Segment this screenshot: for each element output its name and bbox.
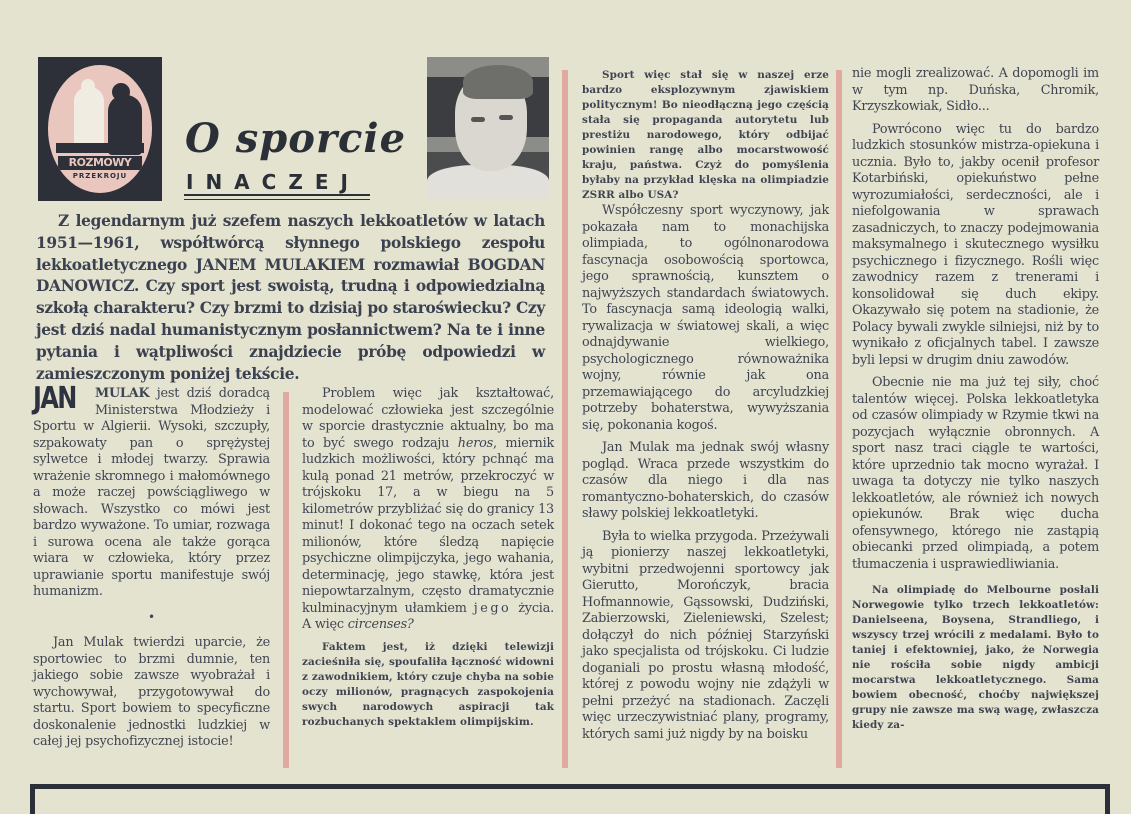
paragraph: Obecnie nie ma już tej siły, choć talentów więcej. Polska lekkoatletyka od czasów olimpiady w Rzymie tkwi na pozycjach wyłącznie obronnych. A sport nasz traci ciągle te wartości, które uprzednio tak mocno wyrażał. I uwaga ta dotyczy nie tylko naszych lekkoatletów, ale również ich nowych opiekunów. Brak więc ducha ofensywnego, którego nie zastąpią obiecanki przed olimpiadą, a potem tłumaczenia i usprawiedliwiania. <box>852 375 1099 572</box>
logo-label: ROZMOWY <box>58 156 142 170</box>
text-run: , miernik ludzkich możliwości, który pchnąć ma kulą ponad 21 metrów, przekroczyć w trójskoku 17, a w biegu na 5 kilometrów przybliżać się do granicy 13 minut! I dokonać tego na oczach setek milionów, które śledzą napięcie psychiczne olimpijczyka, jego wahania, determinację, jego stawkę, która jest niepowtarzalnym, często dramatycznie kulminacyjnym ułamkiem <box>302 435 555 616</box>
lead-paragraph: Z legendarnym już szefem naszych lekkoatletów w latach 1951—1961, współtwórcą słynnego polskiego zespołu lekkoatletycznego JANEM MULAKIEM rozmawiał BOGDAN DANOWICZ. Czy sport jest swoistą, trudną i odpowiedzialną szkołą charakteru? Czy brzmi to dzisiaj po staroświecku? Czy jest dziś nadal humanistycznym posłannictwem? Na te i inne pytania i wątpliwości znajdziecie próbę odpowiedzi w zamieszczonym poniżej tekście. <box>36 212 545 383</box>
article-subtitle: INACZEJ <box>186 170 360 194</box>
column-2 <box>302 386 554 730</box>
column-1 <box>33 381 270 751</box>
paragraph <box>302 386 554 634</box>
logo-sublabel: PRZEKROJU <box>72 172 128 180</box>
paragraph: Powrócono więc tu do bardzo ludzkich stosunków mistrza-opiekuna i ucznia. Było to, jakby ocenił profesor Kotarbiński, opiekuństwo pełne wyrozumiałości, serdeczności, ale i niefolgowania w sprawach zasadniczych, to znaczy podejmowania maksymalnego i skutecznego wysiłku psychicznego i fizycznego. Rośli więc zawodnicy razem z trenerami i konsolidował się duch ekipy. Okazywało się potem na stadionie, że Polacy bywali zwykle silniejsi, niż by to wynikało z oficjalnych tabel. I zawsze byli lepsi w drugim dniu zawodów. <box>852 121 1099 368</box>
column-4 <box>852 66 1099 733</box>
photo-hair <box>463 65 533 99</box>
logo-oval <box>48 65 152 193</box>
column-rule <box>836 70 842 768</box>
paragraph: Sport więc stał się w naszej erze bardzo eksplozywnym zjawiskiem politycznym! Bo nieodłączną jego częścią stała się propaganda autorytetu lub prestiżu narodowego, który odbijać powinien rangę albo mocarstwowość kraju, państwa. Czyż do pomyślenia byłaby na przykład klęska na olimpiadzie ZSRR albo USA? <box>582 69 829 201</box>
article-title: O sporcie <box>185 115 407 162</box>
intro-text: jest dziś doradcą Ministerstwa Młodzieży i Sportu w Algierii. Wysoki, szczupły, szpakowaty pan o sprężystej sylwetce i młodej twarzy. Sprawia wrażenie skromnego i małomównego a może raczej powściągliwego w słowach. Wszystko co mówi jest bardzo wyważone. To umiar, rozwaga i surowa ocena ale także gorąca wiara w człowieka, który przez uprawianie sportu manifestuje swój humanizm. <box>33 386 270 599</box>
intro-caps: MULAK <box>95 386 150 401</box>
paragraph: nie mogli zrealizować. A dopomogli im w tym np. Duńska, Chromik, Krzyszkowiak, Sidło... <box>852 66 1099 114</box>
text-run: życia. A więc <box>302 600 554 632</box>
text-run: Problem więc jak kształtować, modelować człowieka jest szczególnie w sporcie drastycznie aktualny, bo ma to być swego rodzaju <box>302 386 554 451</box>
spaced-word: jego <box>473 600 512 616</box>
column-rule <box>283 392 289 768</box>
rozmowy-przekroju-logo <box>38 57 162 201</box>
paragraph: Jan Mulak twierdzi uparcie, że sportowiec to brzmi dumnie, ten jakiego sobie zawsze wyobrażał i wychowywał, przygotowywał do startu. Sport bowiem to specyficzne doskonalenie jednostki ludzkiej w całej jej psychofizycznej istocie! <box>33 635 270 749</box>
paragraph: Na olimpiadę do Melbourne posłali Norwegowie tylko trzech lekkoatletów: Danielseena, Boysena, Strandliego, i wszyscy trzej wrócili z medalami. Było to taniej i efektowniej, jako, że Norwegia nie rościła sobie nigdy ambicji mocarstwa lekkoatletycznego. Sama bowiem obecność, choćby największej grupy nie zawsze ma swą wagę, zwłaszcza kiedy za- <box>852 584 1099 731</box>
paragraph: Faktem jest, iż dzięki telewizji zacieśniła się, spoufaliła łączność widowni z zawodnikiem, który czuje chyba na sobie oczy milionów, pragnących zaspokojenia swych narodowych aspiracji tak rozbuchanych spektaklem olimpijskim. <box>302 640 554 728</box>
column-3 <box>582 68 829 743</box>
drop-cap: JAN <box>33 381 76 416</box>
section-separator: • <box>148 609 155 624</box>
italic-word: circenses? <box>347 617 414 632</box>
title-underline <box>184 194 370 200</box>
column-rule <box>562 70 568 768</box>
portrait-photo <box>427 57 549 199</box>
paragraph: Była to wielka przygoda. Przeżywali ją pionierzy naszej lekkoatletyki, wybitni przedwojenni sportowcy jak Gierutto, Morończyk, bracia Hofmannowie, Gąssowski, Dudziński, Zabierzowski, Zieleniewski, Szelest; dołączył do nich później Starzyński jako specjalista od trójskoku. Ci ludzie doganiali po prostu własną młodość, której z powodu wojny nie zdążyli w pełni przeżyć na stadionach. Zaczęli więc urzeczywistniać plany, programy, których sami już nigdy by na boisku <box>582 528 829 742</box>
italic-word: heros <box>457 435 493 451</box>
photo-eye <box>499 115 513 120</box>
figure-silhouette-icon <box>74 87 104 149</box>
photo-eye <box>471 117 485 122</box>
paragraph: Jan Mulak ma jednak swój własny pogląd. Wraca przede wszystkim do czasów dla niego i dla nas romantyczno-bohaterskich, do czasów sławy polskiej lekkoatletyki. <box>582 440 829 521</box>
bottom-box-frame <box>30 784 1110 814</box>
paragraph: Współczesny sport wyczynowy, jak pokazała nam to monachijska olimpiada, to ogólnonarodowa fascynacja osobowością sportowca, jego sprawnością, kunsztem o najwyższych standardach światowych. To fascynacja samą ideologią walki, rywalizacja w światowej skali, a więc odnajdywanie wielkiego, psychologicznego równoważnika wojny, równie jak ona przemawiającego do arcyludzkiej potrzeby bohaterstwa, wywyższania się, pokonania kogoś. <box>582 203 829 433</box>
logo-table <box>56 143 144 153</box>
